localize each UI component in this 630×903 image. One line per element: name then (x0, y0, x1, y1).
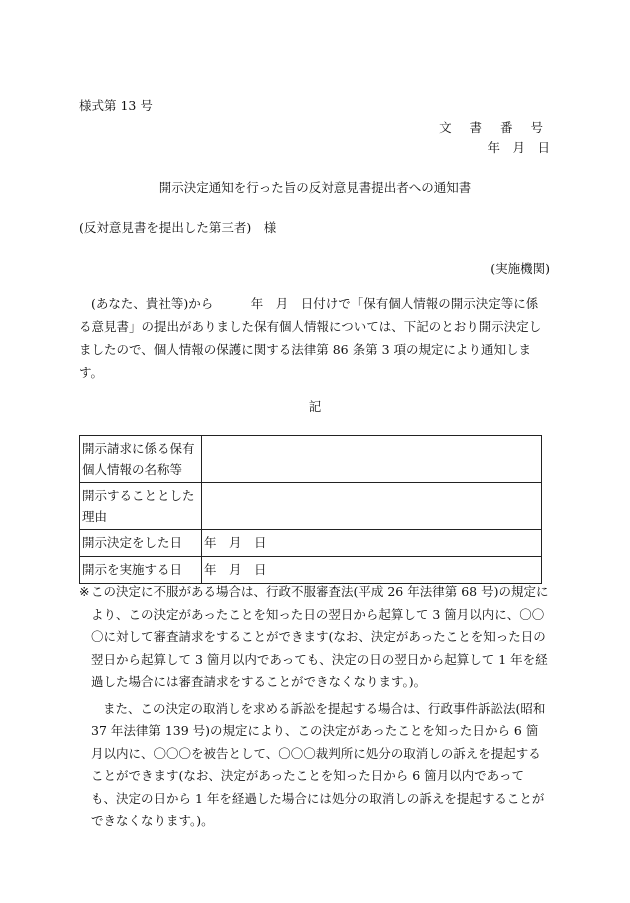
form-number: 様式第 13 号 (79, 98, 153, 113)
table-row (80, 483, 542, 530)
notes-section (79, 581, 549, 833)
issuer-line: (実施機関) (490, 261, 550, 276)
ki-heading: 記 (308, 399, 322, 414)
detail-table (79, 435, 542, 584)
table-label-cell: 開示することとした理由 (80, 483, 202, 530)
document-date-label: 年 月 日 (487, 140, 550, 155)
note-text-1: この決定に不服がある場合は、行政不服審査法(平成 26 年法律第 68 号)の規定により、この決定があったことを知った日の翌日から起算して 3 箇月以内に、〇〇〇に対して審査請求をすることができます(なお、決定があったことを知った日の翌日から起算して 3 箇月以内であっても、決定の日の翌日から起算して 1 年を経過した場合には審査請求をすることができなくなります。)。 (91, 584, 549, 689)
document-number-label: 文 書 番 号 (439, 120, 550, 135)
table-row (80, 436, 542, 483)
table-value-cell: 年 月 日 (202, 530, 542, 557)
table-value-cell: 年 月 日 (202, 557, 542, 584)
table-row (80, 530, 542, 557)
table-label-cell: 開示を実施する日 (80, 557, 202, 584)
note-paragraph-1 (79, 581, 549, 694)
table-value-cell (202, 483, 542, 530)
table-label-cell: 開示決定をした日 (80, 530, 202, 557)
note-mark: ※ (79, 584, 90, 599)
table-row (80, 557, 542, 584)
note-paragraph-2: また、この決定の取消しを求める訴訟を提起する場合は、行政事件訴訟法(昭和 37 年法律第 139 号)の規定により、この決定があったことを知った日から 6 箇月以内に、〇〇〇を被告として、〇〇〇裁判所に処分の取消しの訴えを提起することができます(なお、決定があったことを知った日から 6 箇月以内であっても、決定の日から 1 年を経過した場合には処分の取消しの訴えを提起することができなくなります。)。 (91, 700, 546, 828)
table-label-cell: 開示請求に係る保有個人情報の名称等 (80, 436, 202, 483)
document-title: 開示決定通知を行った旨の反対意見書提出者への通知書 (158, 180, 472, 195)
table-value-cell (202, 436, 542, 483)
body-paragraph: (あなた、貴社等)から 年 月 日付けで「保有個人情報の開示決定等に係る意見書」の提出がありました保有個人情報については、下記のとおり開示決定しましたので、個人情報の保護に関する法律第 86 条第 3 項の規定により通知します。 (79, 296, 542, 380)
recipient-line: (反対意見書を提出した第三者) 様 (79, 220, 277, 235)
